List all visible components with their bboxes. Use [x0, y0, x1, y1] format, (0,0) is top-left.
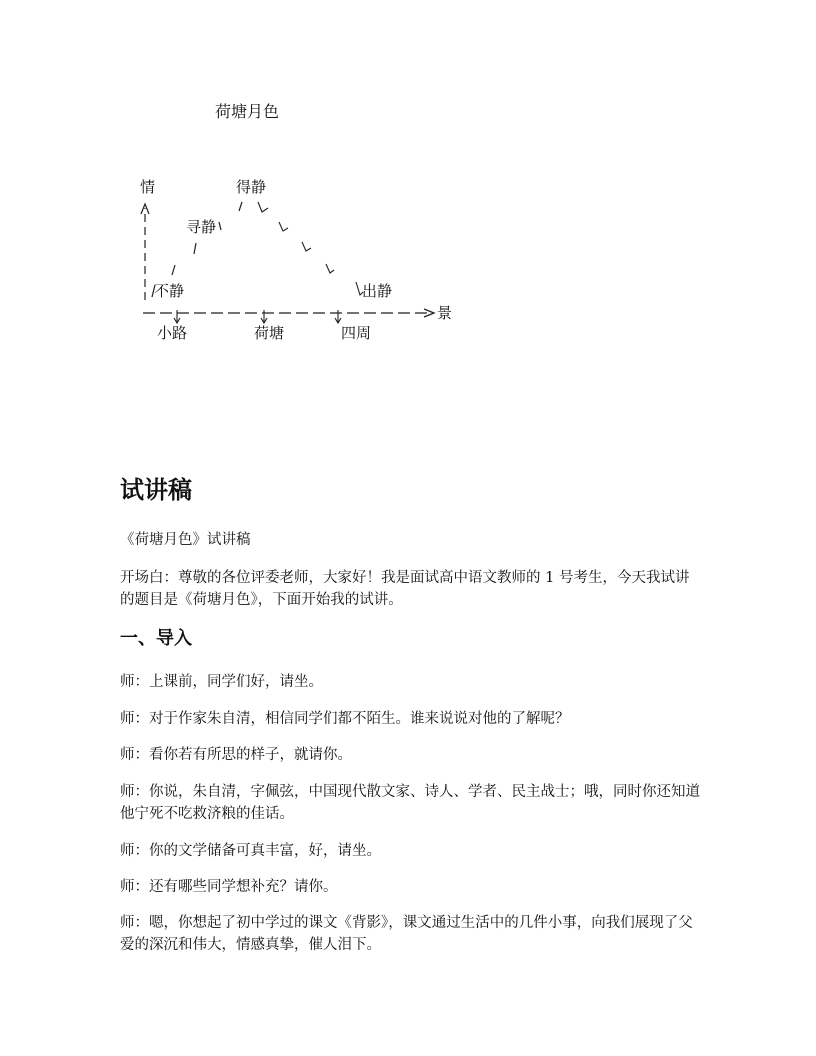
rise-3: [194, 243, 196, 254]
fall-4: [326, 264, 334, 273]
dialogue-line: 师：看你若有所思的样子，就请你。: [120, 747, 352, 763]
x-axis-label: 景: [437, 304, 453, 322]
diagram-title: 荷塘月色: [215, 102, 280, 121]
dialogue-line: 师：嗯，你想起了初中学过的课文《背影》，课文通过生活中的几件小事，向我们展现了父爱的深沉和伟大，情感真挚，催人泪下。: [120, 915, 693, 953]
stop-label-3: 四周: [341, 324, 372, 342]
fall-1: [258, 202, 268, 212]
left-bottom-label: 不静: [154, 282, 185, 300]
rise-2: [172, 265, 175, 275]
stop-label-1: 小路: [157, 324, 188, 342]
rise-5: [239, 202, 242, 211]
peak-label: 得静: [236, 178, 267, 196]
fall-2: [279, 222, 288, 231]
rise-4: [219, 222, 221, 230]
fall-3: [302, 242, 311, 251]
dialogue-line: 师：上课前，同学们好，请坐。: [120, 674, 323, 690]
opening-paragraph: 开场白：尊敬的各位评委老师，大家好！我是面试高中语文教师的 1 号考生，今天我试讲的题目是《荷塘月色》，下面开始我的试讲。: [120, 570, 690, 608]
stop-label-2: 荷塘: [254, 324, 285, 342]
document-title: 试讲稿: [120, 476, 192, 504]
dialogue-line: 师：你的文学储备可真丰富，好，请坐。: [120, 843, 381, 859]
dialogue-line: 师：你说，朱自清，字佩弦，中国现代散文家、诗人、学者、民主战士；哦，同时你还知道他宁死不吃救济粮的佳话。: [120, 784, 700, 822]
document-subtitle: 《荷塘月色》试讲稿: [120, 532, 251, 548]
dialogue-line: 师：对于作家朱自清，相信同学们都不陌生。谁来说说对他的了解呢？: [120, 711, 570, 727]
section-heading-intro: 一、导入: [120, 628, 192, 649]
y-axis-label: 情: [140, 178, 156, 196]
diagram-lines: [0, 0, 816, 420]
left-mid-label: 寻静: [186, 218, 217, 236]
dialogue-line: 师：还有哪些同学想补充？请你。: [120, 879, 338, 895]
right-bottom-label: 出静: [362, 282, 393, 300]
plot-diagram: [0, 0, 816, 420]
